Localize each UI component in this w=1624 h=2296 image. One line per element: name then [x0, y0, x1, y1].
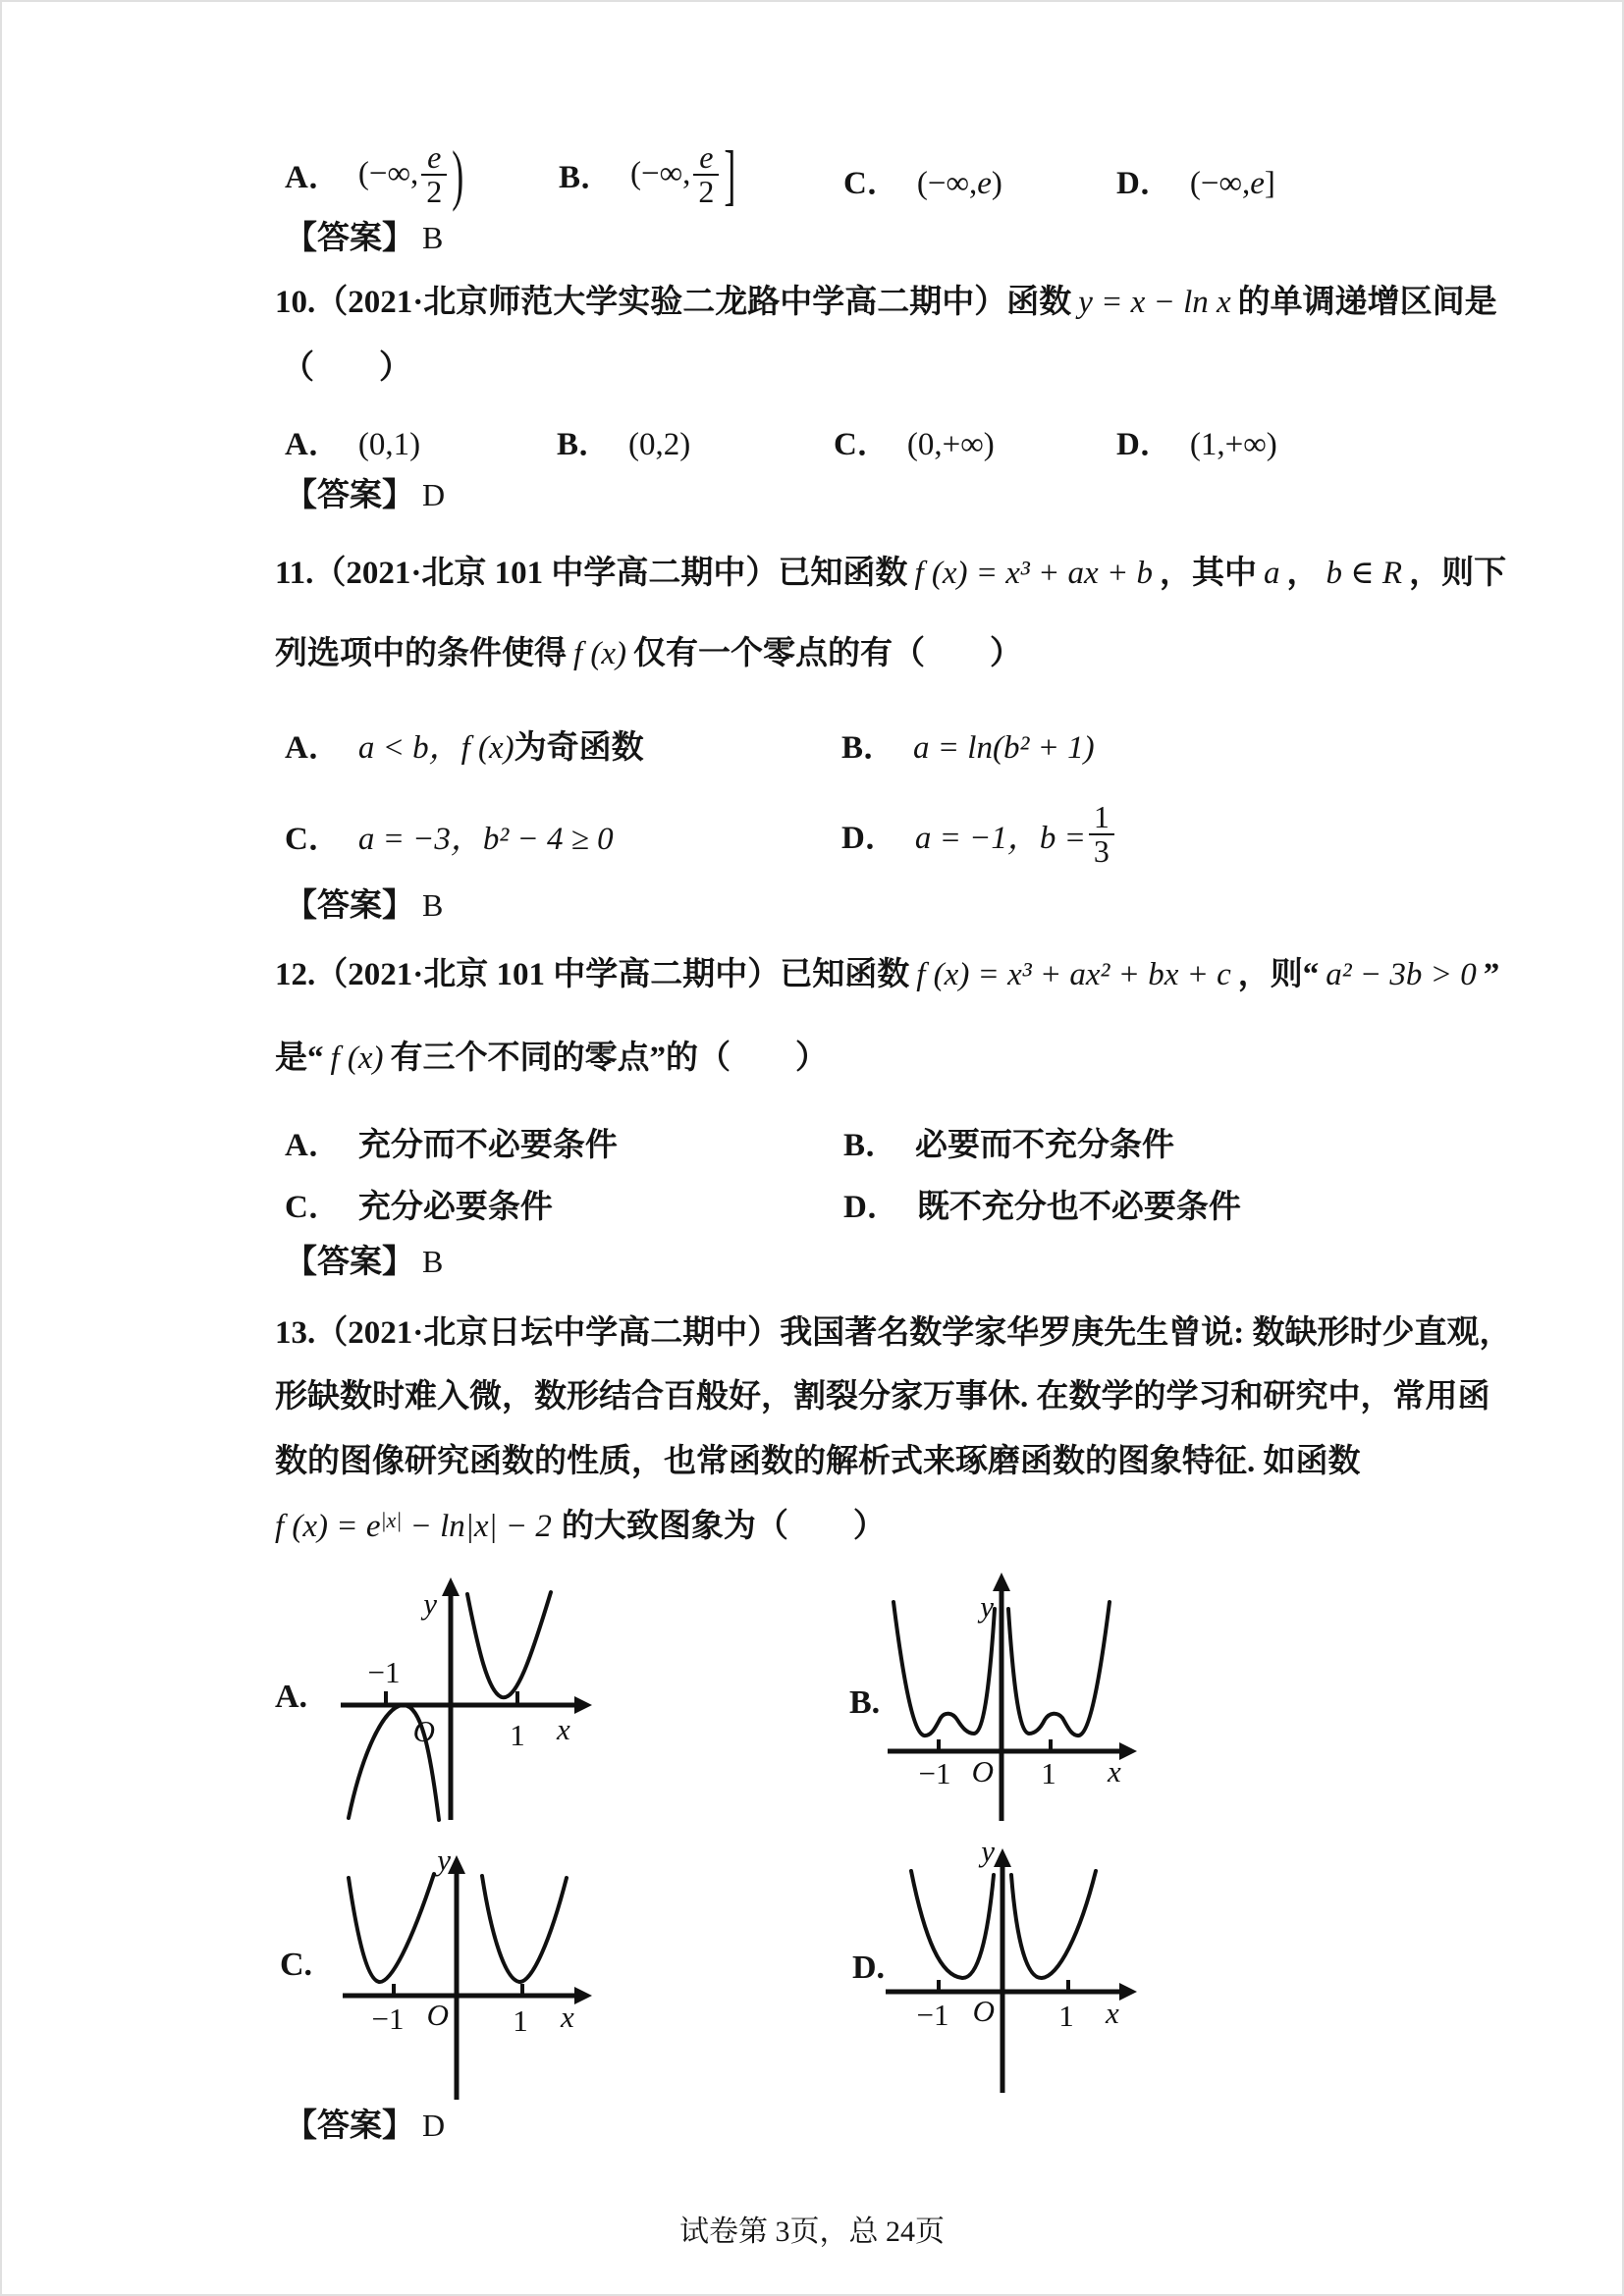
option-letter: C． — [843, 166, 899, 201]
option-letter: B． — [557, 427, 612, 462]
math-open: (−∞, — [357, 156, 419, 191]
stem-text: 仅有一个零点的有（ ） — [633, 636, 1023, 671]
q9-option-d — [1116, 157, 1275, 203]
option-text: 既不充分也不必要条件 — [916, 1190, 1241, 1225]
stem-text: 是“ — [275, 1041, 324, 1076]
option-letter: C． — [285, 822, 341, 857]
formula-base: f (x) = e — [275, 1509, 381, 1544]
graph-b-x-label: x — [1108, 1754, 1121, 1789]
graph-c-letter: C. — [280, 1947, 313, 1983]
stem-text: 10.（2021·北京师范大学实验二龙路中学高二期中）函数 — [275, 285, 1072, 320]
answer-label: 【答案】 — [285, 1245, 414, 1280]
stem-text: ， — [1286, 556, 1320, 591]
graph-d-tick-pos1-label: 1 — [1058, 1999, 1074, 2033]
stem-text: ，则下 — [1409, 556, 1507, 591]
q9-answer — [285, 219, 443, 259]
option-math: a = −3，b² − 4 ≥ 0 — [357, 822, 614, 857]
stem-text: 有三个不同的零点”的（ ） — [390, 1041, 829, 1076]
y-axis-arrow — [993, 1573, 1010, 1591]
fraction-numerator: e — [699, 138, 714, 175]
fraction-numerator: e — [427, 138, 442, 175]
graph-c-origin-label: O — [426, 1998, 449, 2032]
fraction-numerator: 1 — [1093, 799, 1110, 835]
answer-label: 【答案】 — [285, 478, 414, 513]
option-text: 充分而不必要条件 — [357, 1128, 618, 1163]
q11-option-a — [285, 721, 644, 769]
q9-option-b — [559, 128, 735, 221]
curve-right-branch — [482, 1876, 567, 1982]
graph-b-origin-label: O — [971, 1754, 994, 1789]
y-axis-arrow — [442, 1577, 460, 1596]
x-axis-arrow — [1119, 1742, 1137, 1760]
q10-stem — [275, 283, 1497, 323]
q11-stem-line2 — [275, 634, 1022, 674]
graph-a-tick-pos1-label: 1 — [510, 1718, 525, 1752]
answer-value: B — [422, 887, 444, 923]
curve-right-branch — [467, 1592, 551, 1697]
y-axis-arrow — [994, 1848, 1011, 1867]
stem-text: ，则“ — [1237, 957, 1320, 992]
graph-c-tick-neg1-label: −1 — [371, 2002, 405, 2036]
fraction — [1089, 801, 1114, 867]
q11-option-b — [841, 721, 1095, 768]
graph-b — [884, 1568, 1149, 1831]
option-text: 必要而不充分条件 — [915, 1128, 1175, 1163]
graph-b-y-label: y — [980, 1589, 994, 1624]
curve-left-branch — [911, 1871, 994, 1978]
q11-option-d — [841, 780, 1117, 888]
graph-d-y-label: y — [981, 1834, 995, 1868]
option-letter: D． — [1116, 166, 1172, 201]
option-math: a = ln(b² + 1) — [913, 730, 1095, 766]
closing-bracket: ] — [1264, 166, 1275, 201]
q11-answer — [285, 886, 443, 927]
graph-a — [333, 1573, 598, 1830]
graph-c-y-label: y — [437, 1842, 451, 1877]
q11-stem-line1 — [275, 553, 1506, 594]
option-letter: B． — [841, 730, 896, 766]
stem-math: a² − 3b > 0 — [1326, 957, 1477, 992]
q13-line1: 13.（2021·北京日坛中学高二期中）我国著名数学家华罗庚先生曾说: 数缺形时少直观， — [275, 1315, 1512, 1351]
stem-text: 列选项中的条件使得 — [275, 636, 567, 671]
option-letter: A． — [285, 160, 341, 195]
q12-stem-line2 — [275, 1039, 828, 1079]
curve-right-branch — [1008, 1602, 1110, 1735]
q10-answer-blank: （ ） — [282, 350, 411, 386]
answer-value: B — [422, 1244, 444, 1279]
option-value: (0,1) — [357, 427, 421, 462]
option-letter: B． — [559, 160, 614, 195]
page-footer: 试卷第 3页，总 24页 — [679, 2216, 945, 2248]
math-open: (−∞, — [1189, 166, 1251, 201]
q13-graph-panels — [2, 1568, 1624, 2112]
graph-a-tick-neg1-label: −1 — [367, 1655, 401, 1689]
option-letter: A． — [285, 1128, 341, 1163]
option-letter: D． — [841, 820, 897, 856]
stem-math: f (x) — [330, 1041, 384, 1076]
stem-text: 12.（2021·北京 101 中学高二期中）已知函数 — [275, 957, 910, 992]
math-var: e — [977, 166, 992, 201]
q13-answer — [285, 2107, 445, 2147]
stem-math: f (x) — [573, 636, 627, 671]
stem-text: 的单调递增区间是 — [1237, 285, 1497, 320]
stem-math: y = x − ln x — [1078, 285, 1231, 320]
formula-suffix: 的大致图象为（ ） — [561, 1509, 886, 1544]
formula-rest: − ln|x| − 2 — [402, 1509, 552, 1544]
option-math: a = −1，b = — [914, 820, 1086, 856]
q10-option-b — [557, 418, 690, 464]
q12-stem-line1 — [275, 955, 1499, 995]
graph-d — [882, 1834, 1147, 2103]
closing-bracket: ] — [724, 136, 736, 212]
fraction-denominator: 2 — [693, 174, 719, 208]
option-text: 充分必要条件 — [357, 1190, 553, 1225]
option-value: (0,+∞) — [906, 427, 995, 462]
graph-b-letter: B. — [849, 1684, 881, 1721]
graph-a-origin-label: O — [412, 1714, 435, 1748]
option-letter: C． — [285, 1190, 341, 1225]
stem-text: ” — [1483, 957, 1500, 992]
option-letter: A． — [285, 730, 341, 766]
answer-label: 【答案】 — [285, 221, 414, 256]
answer-label: 【答案】 — [285, 2109, 414, 2144]
stem-math: f (x) = x³ + ax² + bx + c — [916, 957, 1231, 992]
fraction-denominator: 3 — [1089, 833, 1114, 868]
stem-text: 11.（2021·北京 101 中学高二期中）已知函数 — [275, 556, 908, 591]
q11-option-c — [285, 813, 614, 859]
stem-math: a — [1263, 556, 1280, 591]
q10-option-a — [285, 418, 420, 464]
q10-answer — [285, 476, 445, 516]
answer-label: 【答案】 — [285, 888, 414, 924]
option-value: (0,2) — [628, 427, 691, 462]
option-letter: B． — [843, 1128, 898, 1163]
curve-left-branch — [349, 1874, 434, 1982]
stem-text: ，其中 — [1159, 556, 1257, 591]
q12-answer — [285, 1243, 443, 1283]
graph-b-tick-neg1-label: −1 — [918, 1756, 951, 1790]
q13-line3: 数的图像研究函数的性质，也常函数的解析式来琢磨函数的图象特征. 如函数 — [275, 1444, 1361, 1479]
option-letter: D． — [843, 1190, 899, 1225]
q12-option-b — [843, 1119, 1174, 1166]
q13-formula-line — [275, 1507, 886, 1547]
stem-math: b ∈ R — [1326, 556, 1403, 591]
graph-c-x-label: x — [561, 2000, 574, 2034]
graph-a-x-label: x — [557, 1712, 570, 1746]
closing-bracket: ) — [991, 166, 1002, 201]
q10-option-c — [834, 418, 995, 464]
fraction — [693, 138, 719, 209]
q12-option-a — [285, 1119, 618, 1166]
answer-value: D — [422, 2108, 446, 2143]
q12-option-d — [843, 1181, 1241, 1228]
fraction-denominator: 2 — [421, 174, 447, 208]
math-open: (−∞, — [916, 166, 978, 201]
graph-c — [339, 1842, 604, 2109]
x-axis-arrow — [574, 1696, 592, 1714]
curve-right-branch — [1011, 1871, 1096, 1978]
graph-d-letter: D. — [852, 1949, 886, 1986]
option-letter: D． — [1116, 427, 1172, 462]
q12-option-c — [285, 1181, 553, 1228]
graph-c-tick-pos1-label: 1 — [513, 2003, 528, 2038]
math-var: e — [1250, 166, 1265, 201]
graph-d-tick-neg1-label: −1 — [916, 1998, 949, 2032]
fraction — [421, 138, 447, 209]
q13-line2: 形缺数时难入微，数形结合百般好，割裂分家万事休. 在数学的学习和研究中，常用函 — [275, 1379, 1490, 1415]
q9-option-c — [843, 157, 1002, 203]
option-letter: C． — [834, 427, 890, 462]
graph-b-tick-pos1-label: 1 — [1041, 1756, 1056, 1790]
formula-exponent: |x| — [380, 1508, 403, 1532]
option-value: (1,+∞) — [1189, 427, 1277, 462]
q10-option-d — [1116, 418, 1277, 464]
graph-a-y-label: y — [423, 1586, 437, 1621]
closing-bracket: ) — [452, 136, 464, 212]
stem-math: f (x) = x³ + ax + b — [914, 556, 1153, 591]
x-axis-arrow — [574, 1987, 592, 2004]
answer-value: D — [422, 477, 446, 512]
x-axis-arrow — [1119, 1983, 1137, 2001]
answer-value: B — [422, 220, 444, 255]
graph-d-origin-label: O — [972, 1994, 995, 2028]
graph-a-letter: A. — [275, 1679, 308, 1715]
option-text: 为奇函数 — [514, 730, 644, 766]
option-math: a < b，f (x) — [357, 730, 514, 766]
q9-option-a — [285, 128, 463, 221]
option-letter: A． — [285, 427, 341, 462]
math-open: (−∞, — [630, 156, 691, 191]
graph-d-x-label: x — [1106, 1996, 1119, 2030]
